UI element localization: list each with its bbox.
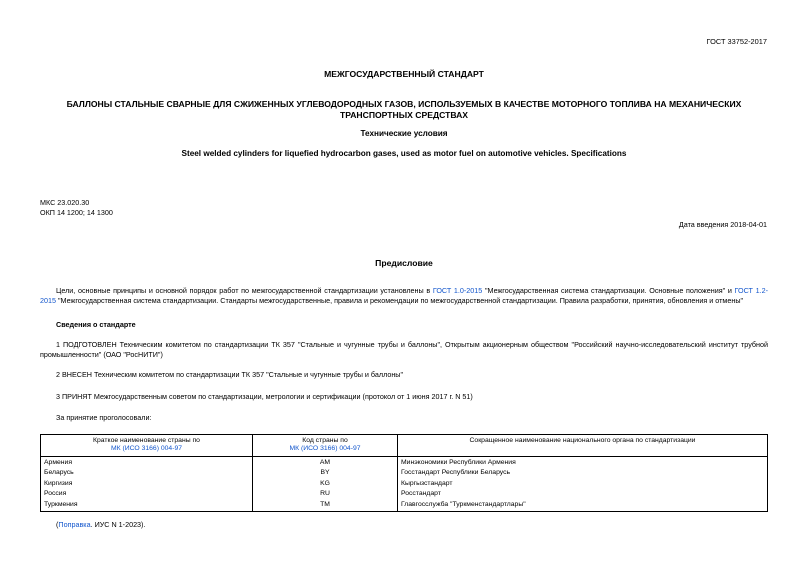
title-line-2: ТРАНСПОРТНЫХ СРЕДСТВАХ [339,109,469,120]
amendment-text: . ИУС N 1-2023). [90,520,146,529]
table-row [41,468,768,478]
header-country-name [41,435,253,457]
header-national-body: Сокращенное наименование национального органа по стандартизации [398,435,768,457]
classification-codes [40,198,113,219]
code-cell: BY [253,468,398,478]
foreword-heading: Предисловие [375,258,433,268]
body-cell: Госстандарт Республики Беларусь [398,468,768,478]
amendment-link[interactable]: Поправка [58,520,91,529]
body-cell: Минэкономики Республики Армения [398,456,768,468]
code-cell: AM [253,456,398,468]
foreword-paragraph [40,286,768,307]
mks-code: МКС 23.020.30 [40,198,90,207]
country-cell: Россия [41,489,253,499]
code-cell: TM [253,500,398,512]
item-submitted: 2 ВНЕСЕН Техническим комитетом по стандартизации ТК 357 "Стальные и чугунные трубы и баллоны" [56,370,404,379]
amendment-open-paren: ( [56,520,59,529]
country-cell: Киргизия [41,479,253,489]
body-cell: Главгосслужба "Туркменстандартлары" [398,500,768,512]
standard-label: МЕЖГОСУДАРСТВЕННЫЙ СТАНДАРТ [324,69,484,79]
voted-label: За принятие проголосовали: [56,413,152,422]
foreword-text-3: "Межгосударственная система стандартизации. Стандарты межгосударственные, правила и рекомендации по межгосударственной стандартизации. Правила разработки, принятия, обновления и отмены" [56,296,744,306]
amendment-note [56,520,145,529]
document-title [40,99,768,120]
standard-info-heading: Сведения о стандарте [56,320,136,329]
header-country-name-text: Краткое наименование страны по [93,437,200,444]
country-cell: Туркмения [41,500,253,512]
document-code: ГОСТ 33752-2017 [706,37,767,46]
country-cell: Беларусь [41,468,253,478]
gost-1-0-link[interactable]: ГОСТ 1.0-2015 [432,286,483,295]
table-row [41,456,768,468]
mk-iso-link[interactable]: МК (ИСО 3166) 004-97 [289,445,361,453]
english-title: Steel welded cylinders for liquefied hydrocarbon gases, used as motor fuel on automotive vehicles. Specifications [181,149,627,158]
country-cell: Армения [41,456,253,468]
item-adopted: 3 ПРИНЯТ Межгосударственным советом по стандартизации, метрологии и сертификации (протокол от 1 июня 2017 г. N 51) [56,392,473,401]
gost-1-2-link[interactable]: ГОСТ 1.2-2015 [40,286,768,306]
body-cell: Росстандарт [398,489,768,499]
table-row [41,500,768,512]
header-country-code-text: Код страны по [302,437,348,444]
introduction-date: Дата введения 2018-04-01 [678,220,767,229]
code-cell: KG [253,479,398,489]
code-cell: RU [253,489,398,499]
item-prepared: 1 ПОДГОТОВЛЕН Техническим комитетом по стандартизации ТК 357 "Стальные и чугунные трубы и баллоны", Открытым акционерным обществом "Российский научно-исследовательский институт трубной промышленности" (ОАО "РосНИТИ") [40,340,768,360]
title-line-1: БАЛЛОНЫ СТАЛЬНЫЕ СВАРНЫЕ ДЛЯ СЖИЖЕННЫХ УГЛЕВОДОРОДНЫХ ГАЗОВ, ИСПОЛЬЗУЕМЫХ В КАЧЕСТВЕ МОТОРНОГО ТОПЛИВА НА МЕХАНИЧЕСКИХ [66,99,742,109]
foreword-text-2: "Межгосударственная система стандартизации. Основные положения" и [482,286,735,295]
okp-code: ОКП 14 1200; 14 1300 [40,208,113,218]
mk-iso-link[interactable]: МК (ИСО 3166) 004-97 [110,445,183,453]
table-row [41,489,768,499]
table-header-row [41,435,768,457]
body-cell: Кыргызстандарт [398,479,768,489]
table-row [41,479,768,489]
header-country-code [253,435,398,457]
voting-states-table [40,434,768,512]
foreword-text-1: Цели, основные принципы и основной порядок работ по межгосударственной стандартизации установлены в [56,286,433,295]
document-subtitle: Технические условия [360,129,448,138]
